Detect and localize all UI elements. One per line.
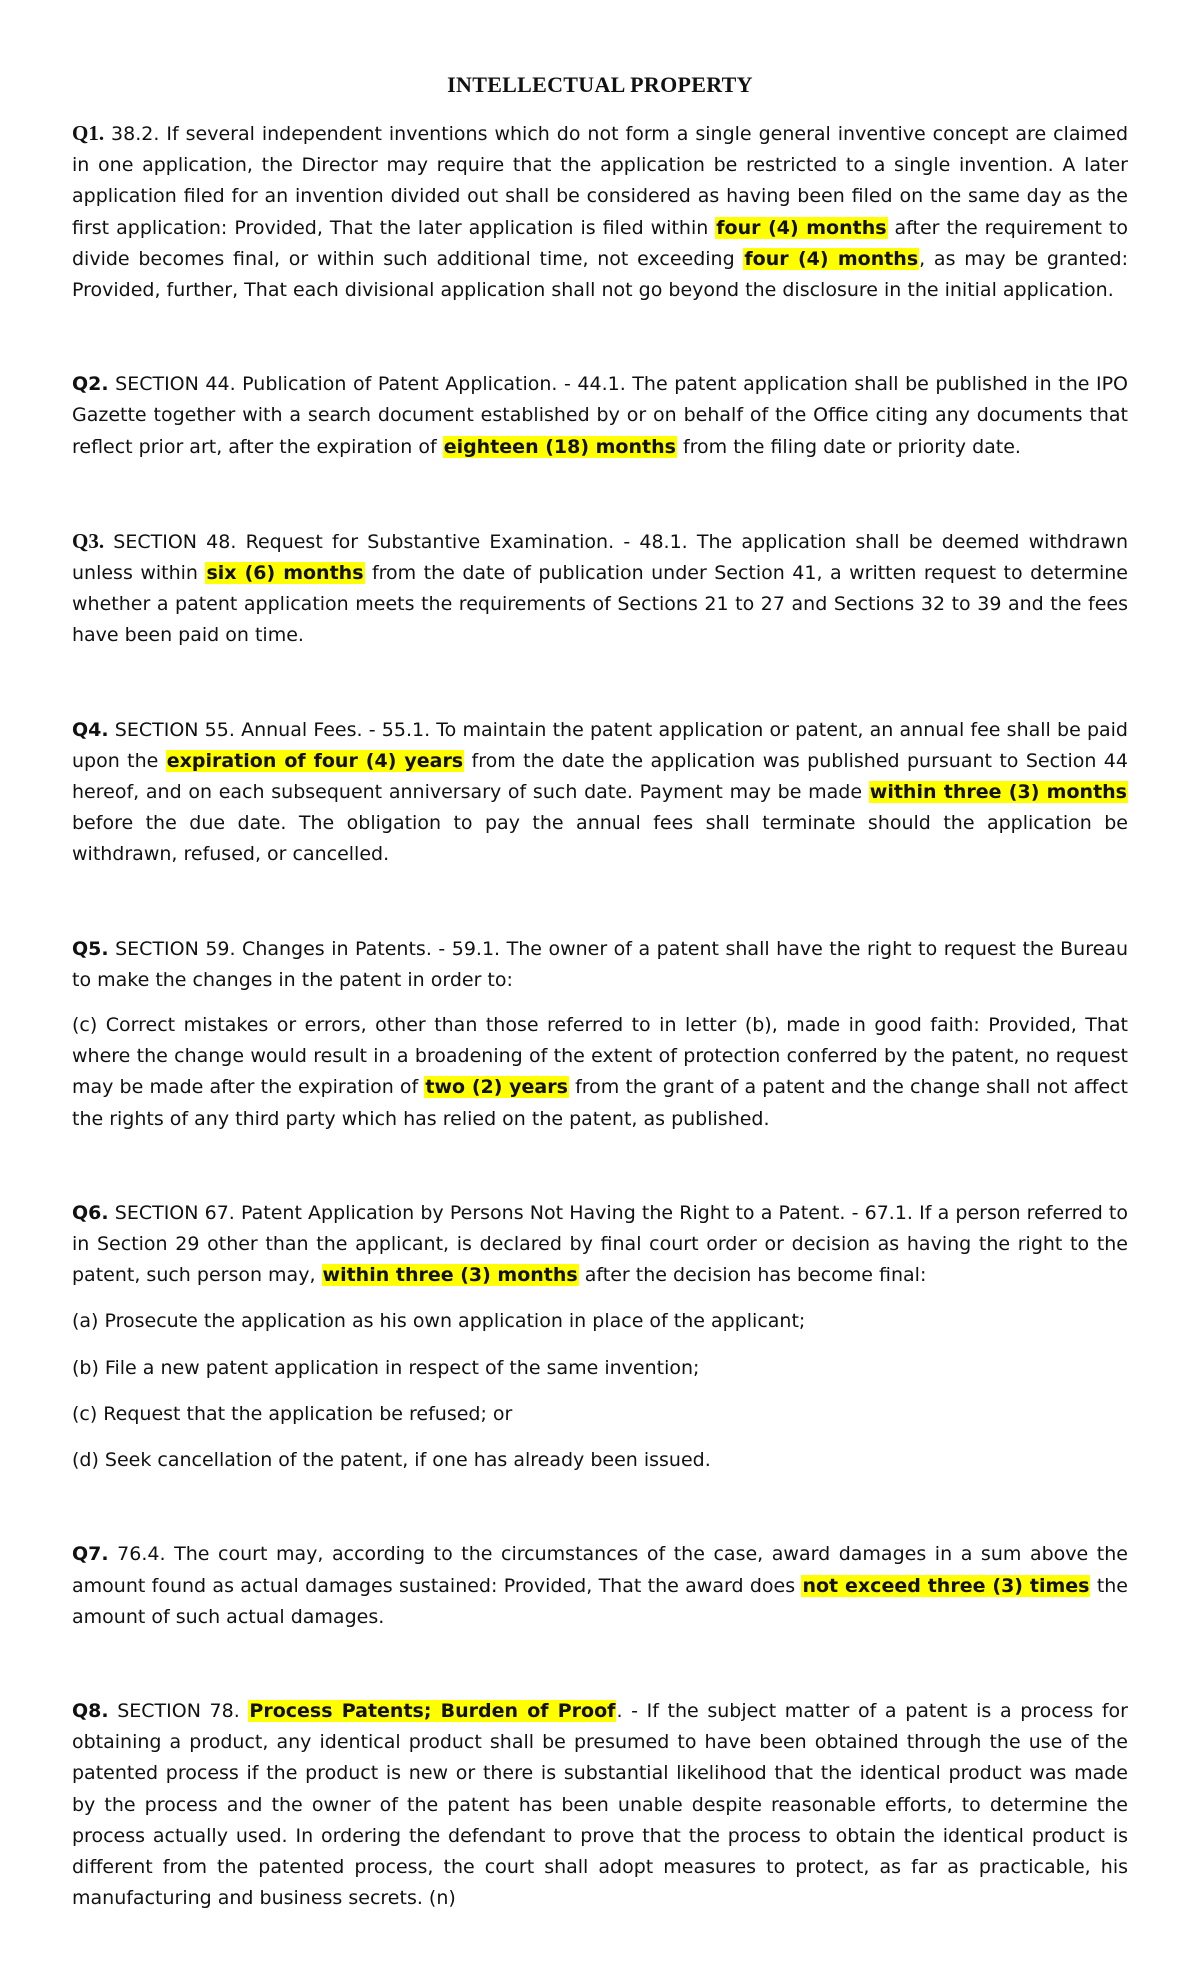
question-6-text <box>72 1198 1128 1292</box>
document-title: INTELLECTUAL PROPERTY <box>447 72 753 97</box>
question-3-text-part-1: SECTION 48. Request for Substantive Examination. - 48.1. The application shall be deemed withdrawn unless within <box>72 530 1128 585</box>
question-6 <box>72 1198 1128 1476</box>
question-2-highlight-1: eighteen (18) months <box>443 435 676 458</box>
question-8-text-part-2: . - If the subject matter of a patent is a process for obtaining a product, any identical product shall be presumed to have been obtained through the use of the patented process if the product is new or there is substantial likelihood that the identical product was made by the process and the owner of the patent has been unable despite reasonable efforts, to determine the process actually used. In ordering the defendant to prove that the process to obtain the identical product is different from the patented process, the court shall adopt measures to protect, as far as practicable, his manufacturing and business secrets. (n) <box>72 1699 1128 1910</box>
question-4 <box>72 715 1128 871</box>
question-2-text-part-1: SECTION 44. Publication of Patent Application. - 44.1. The patent application shall be published in the IPO Gazette together with a search document established by or on behalf of the Office citing any documents that reflect prior art, after the expiration of <box>72 373 1128 458</box>
question-3-label: Q3. <box>72 528 105 553</box>
question-7-text <box>72 1539 1128 1633</box>
question-6-label: Q6. <box>72 1201 109 1224</box>
question-1-highlight-1: four (4) months <box>716 216 887 239</box>
question-3-text-part-2: from the date of publication under Section 41, a written request to determine whether a patent application meets the requirements of Sections 21 to 27 and Sections 32 to 39 and the fees have been paid on time. <box>72 562 1128 647</box>
question-4-label: Q4. <box>72 718 109 741</box>
question-8-label: Q8. <box>72 1699 109 1722</box>
list-item: (c) Request that the application be refused; or <box>72 1402 513 1425</box>
question-7-label: Q7. <box>72 1543 109 1566</box>
spacer <box>72 1135 1128 1198</box>
question-8 <box>72 1696 1128 1914</box>
question-8-text-part-1: SECTION 78. <box>108 1699 249 1722</box>
spacer <box>72 652 1128 715</box>
question-8-highlight-1: Process Patents; Burden of Proof <box>249 1699 616 1722</box>
question-5-highlight-1: two (2) years <box>425 1076 568 1099</box>
question-1-label: Q1. <box>72 121 105 145</box>
question-1-text-part-1: 38.2. If several independent inventions which do not form a single general inventive concept are claimed in one application, the Director may require that the application be restricted to a single invention. A later application filed for an invention divided out shall be considered as having been filed on the same day as the first application: Provided, That the later application is filed within <box>72 123 1128 239</box>
question-5-text-part-1: SECTION 59. Changes in Patents. - 59.1. The owner of a patent shall have the right to request the Bureau to make the changes in the patent in order to: <box>72 937 1128 991</box>
question-4-text-part-2: from the date the application was published pursuant to Section 44 hereof, and on each subsequent anniversary of such date. Payment may be made <box>72 749 1128 804</box>
list-item: (d) Seek cancellation of the patent, if one has already been issued. <box>72 1449 711 1472</box>
question-1-text-part-2: after the requirement to divide becomes final, or within such additional time, not exceeding <box>72 216 1128 270</box>
question-1 <box>72 118 1128 306</box>
question-2-text-part-2: from the filing date or priority date. <box>676 435 1021 458</box>
question-5 <box>72 934 1128 1135</box>
question-6-list <box>72 1306 1128 1476</box>
question-5-label: Q5. <box>72 937 109 960</box>
question-3 <box>72 526 1128 652</box>
question-3-text <box>72 526 1128 652</box>
question-6-highlight-1: within three (3) months <box>322 1264 578 1287</box>
question-5-text-part-3: from the grant of a patent and the change shall not affect the rights of any third party which has relied on the patent, as published. <box>72 1076 1128 1130</box>
question-7 <box>72 1539 1128 1633</box>
question-4-text <box>72 715 1128 871</box>
question-7-highlight-1: not exceed three (3) times <box>802 1574 1090 1597</box>
question-3-highlight-1: six (6) months <box>206 562 364 585</box>
question-5-paragraph-2 <box>72 1010 1128 1135</box>
list-item: (a) Prosecute the application as his own application in place of the applicant; <box>72 1310 806 1333</box>
spacer <box>72 1633 1128 1696</box>
question-4-highlight-1: expiration of four (4) years <box>166 749 464 772</box>
question-4-highlight-2: within three (3) months <box>869 781 1127 804</box>
question-1-text <box>72 118 1128 306</box>
question-2-text <box>72 369 1128 463</box>
question-4-text-part-1: SECTION 55. Annual Fees. - 55.1. To maintain the patent application or patent, an annual fee shall be paid upon the <box>72 718 1128 772</box>
list-item: (b) File a new patent application in respect of the same invention; <box>72 1356 700 1379</box>
question-1-text-part-3: , as may be granted: Provided, further, That each divisional application shall not go beyond the disclosure in the initial application. <box>72 247 1128 302</box>
spacer <box>72 463 1128 526</box>
question-8-text <box>72 1696 1128 1914</box>
question-7-text-part-1: 76.4. The court may, according to the circumstances of the case, award damages in a sum above the amount found as actual damages sustained: Provided, That the award does <box>72 1543 1128 1597</box>
question-7-text-part-2: the amount of such actual damages. <box>72 1574 1128 1628</box>
spacer <box>72 1476 1128 1539</box>
question-1-highlight-2: four (4) months <box>744 247 919 270</box>
question-6-text-part-2: after the decision has become final: <box>578 1264 927 1287</box>
spacer <box>72 306 1128 369</box>
question-5-text <box>72 934 1128 996</box>
question-2 <box>72 369 1128 463</box>
spacer <box>72 871 1128 934</box>
question-6-text-part-1: SECTION 67. Patent Application by Persons Not Having the Right to a Patent. - 67.1. If a person referred to in Section 29 other than the applicant, is declared by final court order or decision as having the right to the patent, such person may, <box>72 1201 1128 1287</box>
question-4-text-part-3: before the due date. The obligation to pay the annual fees shall terminate should the application be withdrawn, refused, or cancelled. <box>72 812 1128 866</box>
question-5-text-part-2: (c) Correct mistakes or errors, other than those referred to in letter (b), made in good faith: Provided, That where the change would result in a broadening of the extent of protection conferred by the patent, no request may be made after the expiration of <box>72 1014 1128 1099</box>
question-2-label: Q2. <box>72 373 109 396</box>
